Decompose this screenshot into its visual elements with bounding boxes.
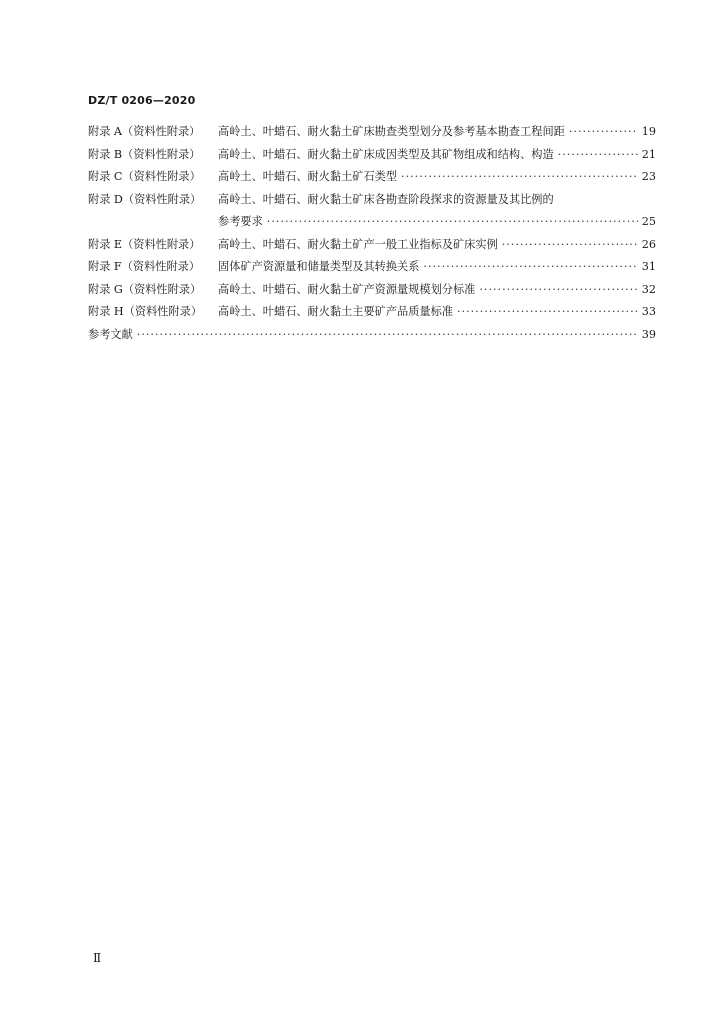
page-number: Ⅱ (93, 951, 102, 965)
toc-entry-page: 25 (641, 215, 656, 228)
table-of-contents (88, 121, 656, 346)
toc-entry-appendix-c[interactable] (88, 166, 656, 189)
toc-leader-dots (558, 144, 638, 167)
toc-entry-label: 附录 A（资料性附录） (88, 125, 201, 138)
toc-entry-label: 附录 C（资料性附录） (88, 170, 201, 183)
toc-entry-title: 固体矿产资源量和储量类型及其转换关系 (218, 260, 420, 273)
toc-entry-title: 高岭土、叶蜡石、耐火黏土矿石类型 (218, 170, 398, 183)
toc-leader-dots (457, 301, 638, 324)
toc-leader-dots (401, 166, 638, 189)
toc-entry-label: 附录 D（资料性附录） (88, 192, 202, 206)
toc-entry-label: 附录 G（资料性附录） (88, 282, 202, 296)
toc-entry-appendix-a[interactable] (88, 121, 656, 144)
toc-entry-page: 19 (641, 125, 656, 138)
toc-leader-dots (502, 234, 638, 257)
toc-entry-title: 高岭土、叶蜡石、耐火黏土矿产资源量规模划分标准 (218, 282, 476, 296)
toc-leader-dots (423, 256, 637, 279)
toc-leader-dots (267, 211, 638, 234)
toc-entry-appendix-f[interactable] (88, 256, 656, 279)
toc-entry-label: 附录 F（资料性附录） (88, 260, 201, 273)
toc-entry-page: 26 (641, 237, 656, 251)
toc-entry-title: 高岭土、叶蜡石、耐火黏土矿床成因类型及其矿物组成和结构、构造 (218, 147, 554, 161)
toc-entry-title: 高岭土、叶蜡石、耐火黏土矿床各勘查阶段探求的资源量及其比例的 (218, 192, 554, 206)
toc-entry-title: 参考要求 (218, 215, 263, 228)
toc-leader-dots (137, 324, 638, 347)
toc-entry-title: 高岭土、叶蜡石、耐火黏土主要矿产品质量标准 (218, 305, 453, 318)
toc-entry-references[interactable] (88, 324, 656, 347)
toc-entry-title: 高岭土、叶蜡石、耐火黏土矿产一般工业指标及矿床实例 (218, 237, 498, 251)
toc-entry-title: 高岭土、叶蜡石、耐火黏土矿床勘查类型划分及参考基本勘查工程间距 (218, 125, 565, 138)
toc-entry-appendix-e[interactable] (88, 234, 656, 257)
document-code: DZ/T 0206—2020 (88, 94, 196, 107)
toc-entry-label: 参考文献 (88, 327, 133, 341)
toc-entry-appendix-d[interactable] (88, 189, 656, 212)
toc-entry-page: 21 (641, 147, 656, 161)
toc-entry-page: 33 (641, 305, 656, 318)
toc-leader-dots (569, 121, 638, 144)
toc-entry-page: 23 (641, 170, 656, 183)
toc-entry-appendix-b[interactable] (88, 144, 656, 167)
toc-entry-appendix-h[interactable] (88, 301, 656, 324)
toc-entry-page: 32 (641, 282, 656, 296)
toc-entry-appendix-g[interactable] (88, 279, 656, 302)
toc-entry-appendix-d-continued[interactable] (88, 211, 656, 234)
toc-entry-label: 附录 E（资料性附录） (88, 237, 201, 251)
toc-entry-page: 39 (641, 327, 656, 341)
toc-leader-dots (479, 279, 637, 302)
toc-entry-page: 31 (641, 260, 656, 273)
toc-entry-label: 附录 H（资料性附录） (88, 305, 203, 318)
toc-entry-label: 附录 B（资料性附录） (88, 147, 201, 161)
